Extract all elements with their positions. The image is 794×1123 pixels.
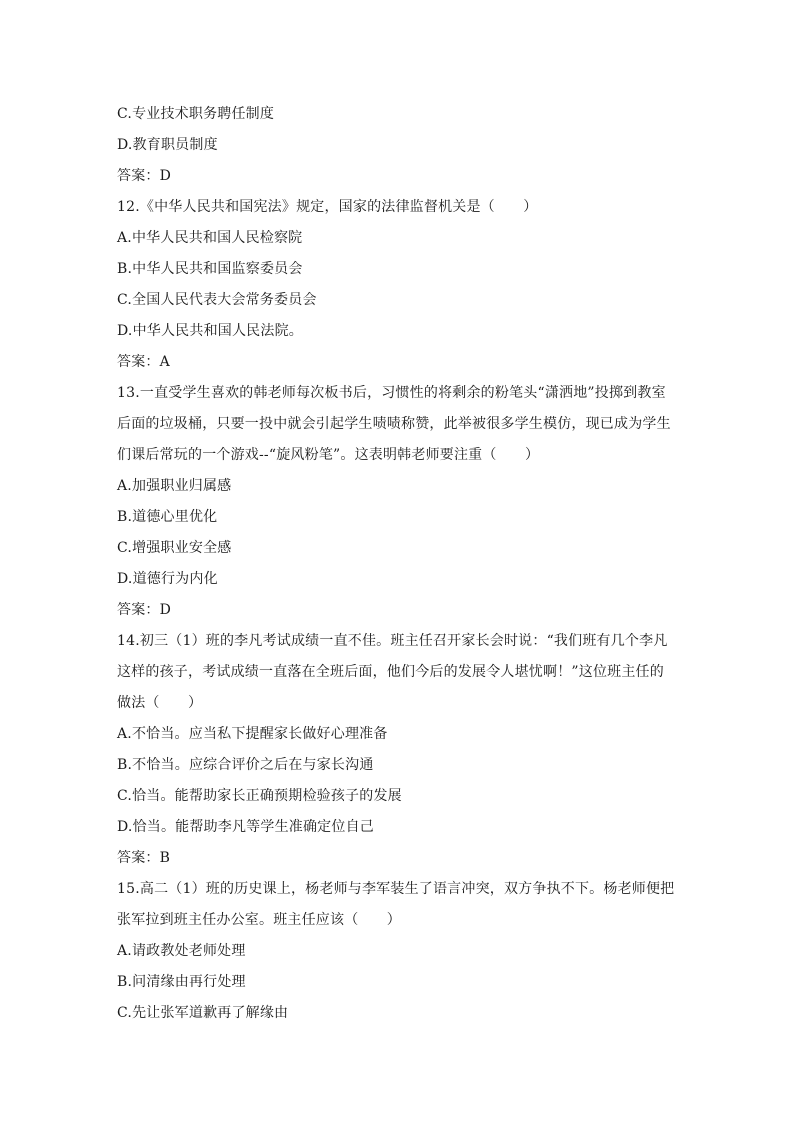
option-b-q12: B.中华人民共和国监察委员会 — [117, 261, 303, 277]
option-b-q13: B.道德心里优化 — [117, 509, 218, 525]
question-14-line-1: 14.初三（1）班的李凡考试成绩一直不佳。班主任召开家长会时说：“我们班有几个李凡 — [117, 633, 668, 649]
option-a-q14: A.不恰当。应当私下提醒家长做好心理准备 — [117, 726, 388, 742]
answer-q11: 答案：D — [117, 168, 172, 184]
question-12: 12.《中华人民共和国宪法》规定，国家的法律监督机关是（ ） — [117, 199, 538, 215]
option-b-q14: B.不恰当。应综合评价之后在与家长沟通 — [117, 757, 374, 773]
option-a-q13: A.加强职业归属感 — [117, 478, 232, 494]
option-c-q11: C.专业技术职务聘任制度 — [117, 106, 275, 122]
question-15-line-1: 15.高二（1）班的历史课上，杨老师与李军装生了语言冲突，双方争执不下。杨老师便把 — [117, 881, 675, 897]
option-d-q12: D.中华人民共和国人民法院。 — [117, 323, 303, 339]
option-d-q13: D.道德行为内化 — [117, 571, 218, 587]
question-13-line-2: 后面的垃圾桶，只要一投中就会引起学生啧啧称赞，此举被很多学生模仿，现已成为学生 — [117, 416, 671, 432]
option-a-q12: A.中华人民共和国人民检察院 — [117, 230, 303, 246]
option-c-q12: C.全国人民代表大会常务委员会 — [117, 292, 317, 308]
answer-q14: 答案：B — [117, 850, 171, 866]
option-c-q15: C.先让张军道歉再了解缘由 — [117, 1005, 289, 1021]
question-15-line-2: 张军拉到班主任办公室。班主任应该（ ） — [117, 912, 401, 928]
question-13-line-1: 13.一直受学生喜欢的韩老师每次板书后，习惯性的将剩余的粉笔头“潇洒地”投掷到教室 — [117, 385, 666, 401]
option-d-q14: D.恰当。能帮助李凡等学生准确定位自己 — [117, 819, 374, 835]
option-c-q13: C.增强职业安全感 — [117, 540, 232, 556]
question-14-line-3: 做法（ ） — [117, 695, 203, 711]
option-d-q11: D.教育职员制度 — [117, 137, 218, 153]
option-a-q15: A.请政教处老师处理 — [117, 943, 246, 959]
answer-q12: 答案：A — [117, 354, 170, 370]
document-page — [117, 99, 677, 1029]
option-b-q15: B.问清缘由再行处理 — [117, 974, 246, 990]
question-14-line-2: 这样的孩子，考试成绩一直落在全班后面，他们今后的发展令人堪忧啊！”这位班主任的 — [117, 664, 664, 680]
option-c-q14: C.恰当。能帮助家长正确预期检验孩子的发展 — [117, 788, 402, 804]
question-13-line-3: 们课后常玩的一个游戏--“旋风粉笔”。这表明韩老师要注重（ ） — [117, 447, 540, 463]
answer-q13: 答案：D — [117, 602, 172, 618]
